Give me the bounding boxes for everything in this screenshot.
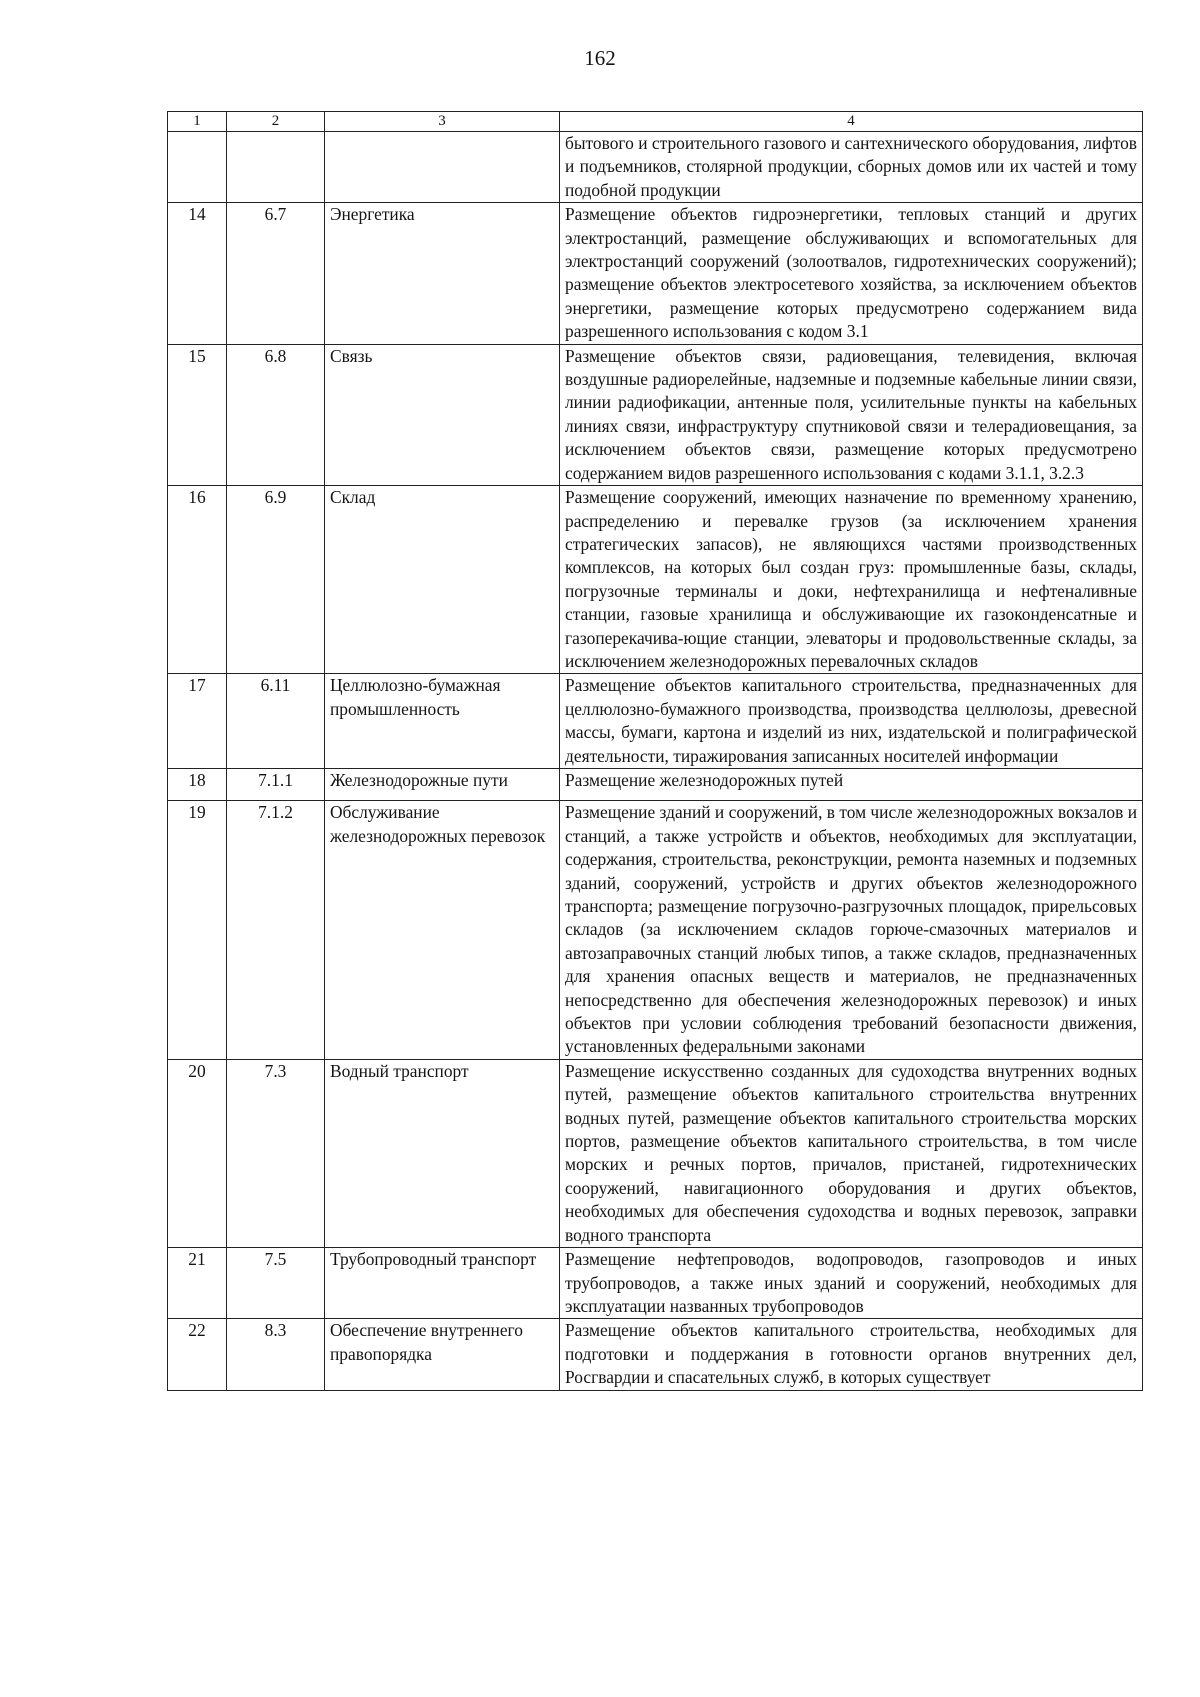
row-number: 17: [168, 674, 227, 769]
table-row: [168, 801, 1143, 1059]
row-description: Размещение зданий и сооружений, в том числе железнодорожных вокзалов и станций, а также устройств и объектов, необходимых для эксплуатации, содержания, строительства, реконструкции, ремонта наземных и подземных зданий, сооружений, устройств и других объектов железнодорожного транспорта; размещение погрузочно-разгрузочных площадок, прирельсовых складов (за исключением складов горюче-смазочных материалов и автозаправочных станций любых типов, а также складов, предназначенных для хранения опасных веществ и материалов, не предназначенных непосредственно для обеспечения железнодорожных перевозок) и иных объектов при условии соблюдения требований безопасности движения, установленных федеральными законами: [560, 801, 1143, 1059]
row-name: Водный транспорт: [325, 1059, 560, 1247]
row-description: Размещение объектов капитального строительства, предназначенных для целлюлозно-бумажного производства, производства целлюлозы, древесной массы, бумаги, картона и изделий из них, издательской и полиграфической деятельности, тиражирования записанных носителей информации: [560, 674, 1143, 769]
table-row: [168, 674, 1143, 769]
table-row: [168, 486, 1143, 674]
row-name: Трубопроводный транспорт: [325, 1248, 560, 1319]
row-code: [227, 132, 325, 203]
row-number: 15: [168, 344, 227, 485]
row-description: Размещение сооружений, имеющих назначение по временному хранению, распределению и перевалке грузов (за исключением хранения стратегических запасов), не являющихся частями производственных комплексов, на которых был создан груз: промышленные базы, склады, погрузочные терминалы и доки, нефтехранилища и нефтеналивные станции, газовые хранилища и обслуживающие их газоконденсатные и газоперекачива-ющие станции, элеваторы и продовольственные склады, за исключением железнодорожных перевалочных складов: [560, 486, 1143, 674]
row-number: 19: [168, 801, 227, 1059]
row-number: 20: [168, 1059, 227, 1247]
row-code: 7.5: [227, 1248, 325, 1319]
row-code: 7.1.2: [227, 801, 325, 1059]
row-code: 6.9: [227, 486, 325, 674]
table-row: [168, 1059, 1143, 1247]
land-use-table: [167, 111, 1143, 1391]
table-row: [168, 1248, 1143, 1319]
row-name: Железнодорожные пути: [325, 768, 560, 800]
row-number: 18: [168, 768, 227, 800]
row-name: Энергетика: [325, 203, 560, 344]
row-name: Склад: [325, 486, 560, 674]
table-row: [168, 768, 1143, 800]
row-description: Размещение железнодорожных путей: [560, 768, 1143, 800]
row-number: 14: [168, 203, 227, 344]
row-description: Размещение объектов гидроэнергетики, тепловых станций и других электростанций, размещение обслуживающих и вспомогательных для электростанций сооружений (золоотвалов, гидротехнических сооружений); размещение объектов электросетевого хозяйства, за исключением объектов энергетики, размещение которых предусмотрено содержанием вида разрешенного использования с кодом 3.1: [560, 203, 1143, 344]
header-cell: 3: [325, 112, 560, 132]
page-number: 162: [584, 46, 616, 70]
table-row: [168, 344, 1143, 485]
row-name: Связь: [325, 344, 560, 485]
row-code: 8.3: [227, 1319, 325, 1390]
row-code: 6.11: [227, 674, 325, 769]
row-name: [325, 132, 560, 203]
row-number: [168, 132, 227, 203]
header-cell: 4: [560, 112, 1143, 132]
row-description: бытового и строительного газового и сантехнического оборудования, лифтов и подъемников, столярной продукции, сборных домов или их частей и тому подобной продукции: [560, 132, 1143, 203]
row-description: Размещение объектов капитального строительства, необходимых для подготовки и поддержания в готовности органов внутренних дел, Росгвардии и спасательных служб, в которых существует: [560, 1319, 1143, 1390]
table-row: [168, 1319, 1143, 1390]
header-cell: 1: [168, 112, 227, 132]
table-row: [168, 203, 1143, 344]
row-code: 6.8: [227, 344, 325, 485]
table-row: [168, 132, 1143, 203]
header-cell: 2: [227, 112, 325, 132]
row-code: 7.3: [227, 1059, 325, 1247]
row-code: 7.1.1: [227, 768, 325, 800]
row-name: Обеспечение внутреннего правопорядка: [325, 1319, 560, 1390]
row-description: Размещение объектов связи, радиовещания, телевидения, включая воздушные радиорелейные, надземные и подземные кабельные линии связи, линии радиофикации, антенные поля, усилительные пункты на кабельных линиях связи, инфраструктуру спутниковой связи и телерадиовещания, за исключением объектов связи, размещение которых предусмотрено содержанием видов разрешенного использования с кодами 3.1.1, 3.2.3: [560, 344, 1143, 485]
row-number: 16: [168, 486, 227, 674]
row-name: Обслуживание железнодорожных перевозок: [325, 801, 560, 1059]
row-number: 21: [168, 1248, 227, 1319]
row-number: 22: [168, 1319, 227, 1390]
table-header-row: [168, 112, 1143, 132]
row-code: 6.7: [227, 203, 325, 344]
row-name: Целлюлозно-бумажная промышленность: [325, 674, 560, 769]
row-description: Размещение искусственно созданных для судоходства внутренних водных путей, размещение объектов капитального строительства внутренних водных путей, размещение объектов капитального строительства морских портов, размещение объектов капитального строительства, в том числе морских и речных портов, причалов, пристаней, гидротехнических сооружений, навигационного оборудования и других объектов, необходимых для обеспечения судоходства и водных перевозок, заправки водного транспорта: [560, 1059, 1143, 1247]
row-description: Размещение нефтепроводов, водопроводов, газопроводов и иных трубопроводов, а также иных зданий и сооружений, необходимых для эксплуатации названных трубопроводов: [560, 1248, 1143, 1319]
